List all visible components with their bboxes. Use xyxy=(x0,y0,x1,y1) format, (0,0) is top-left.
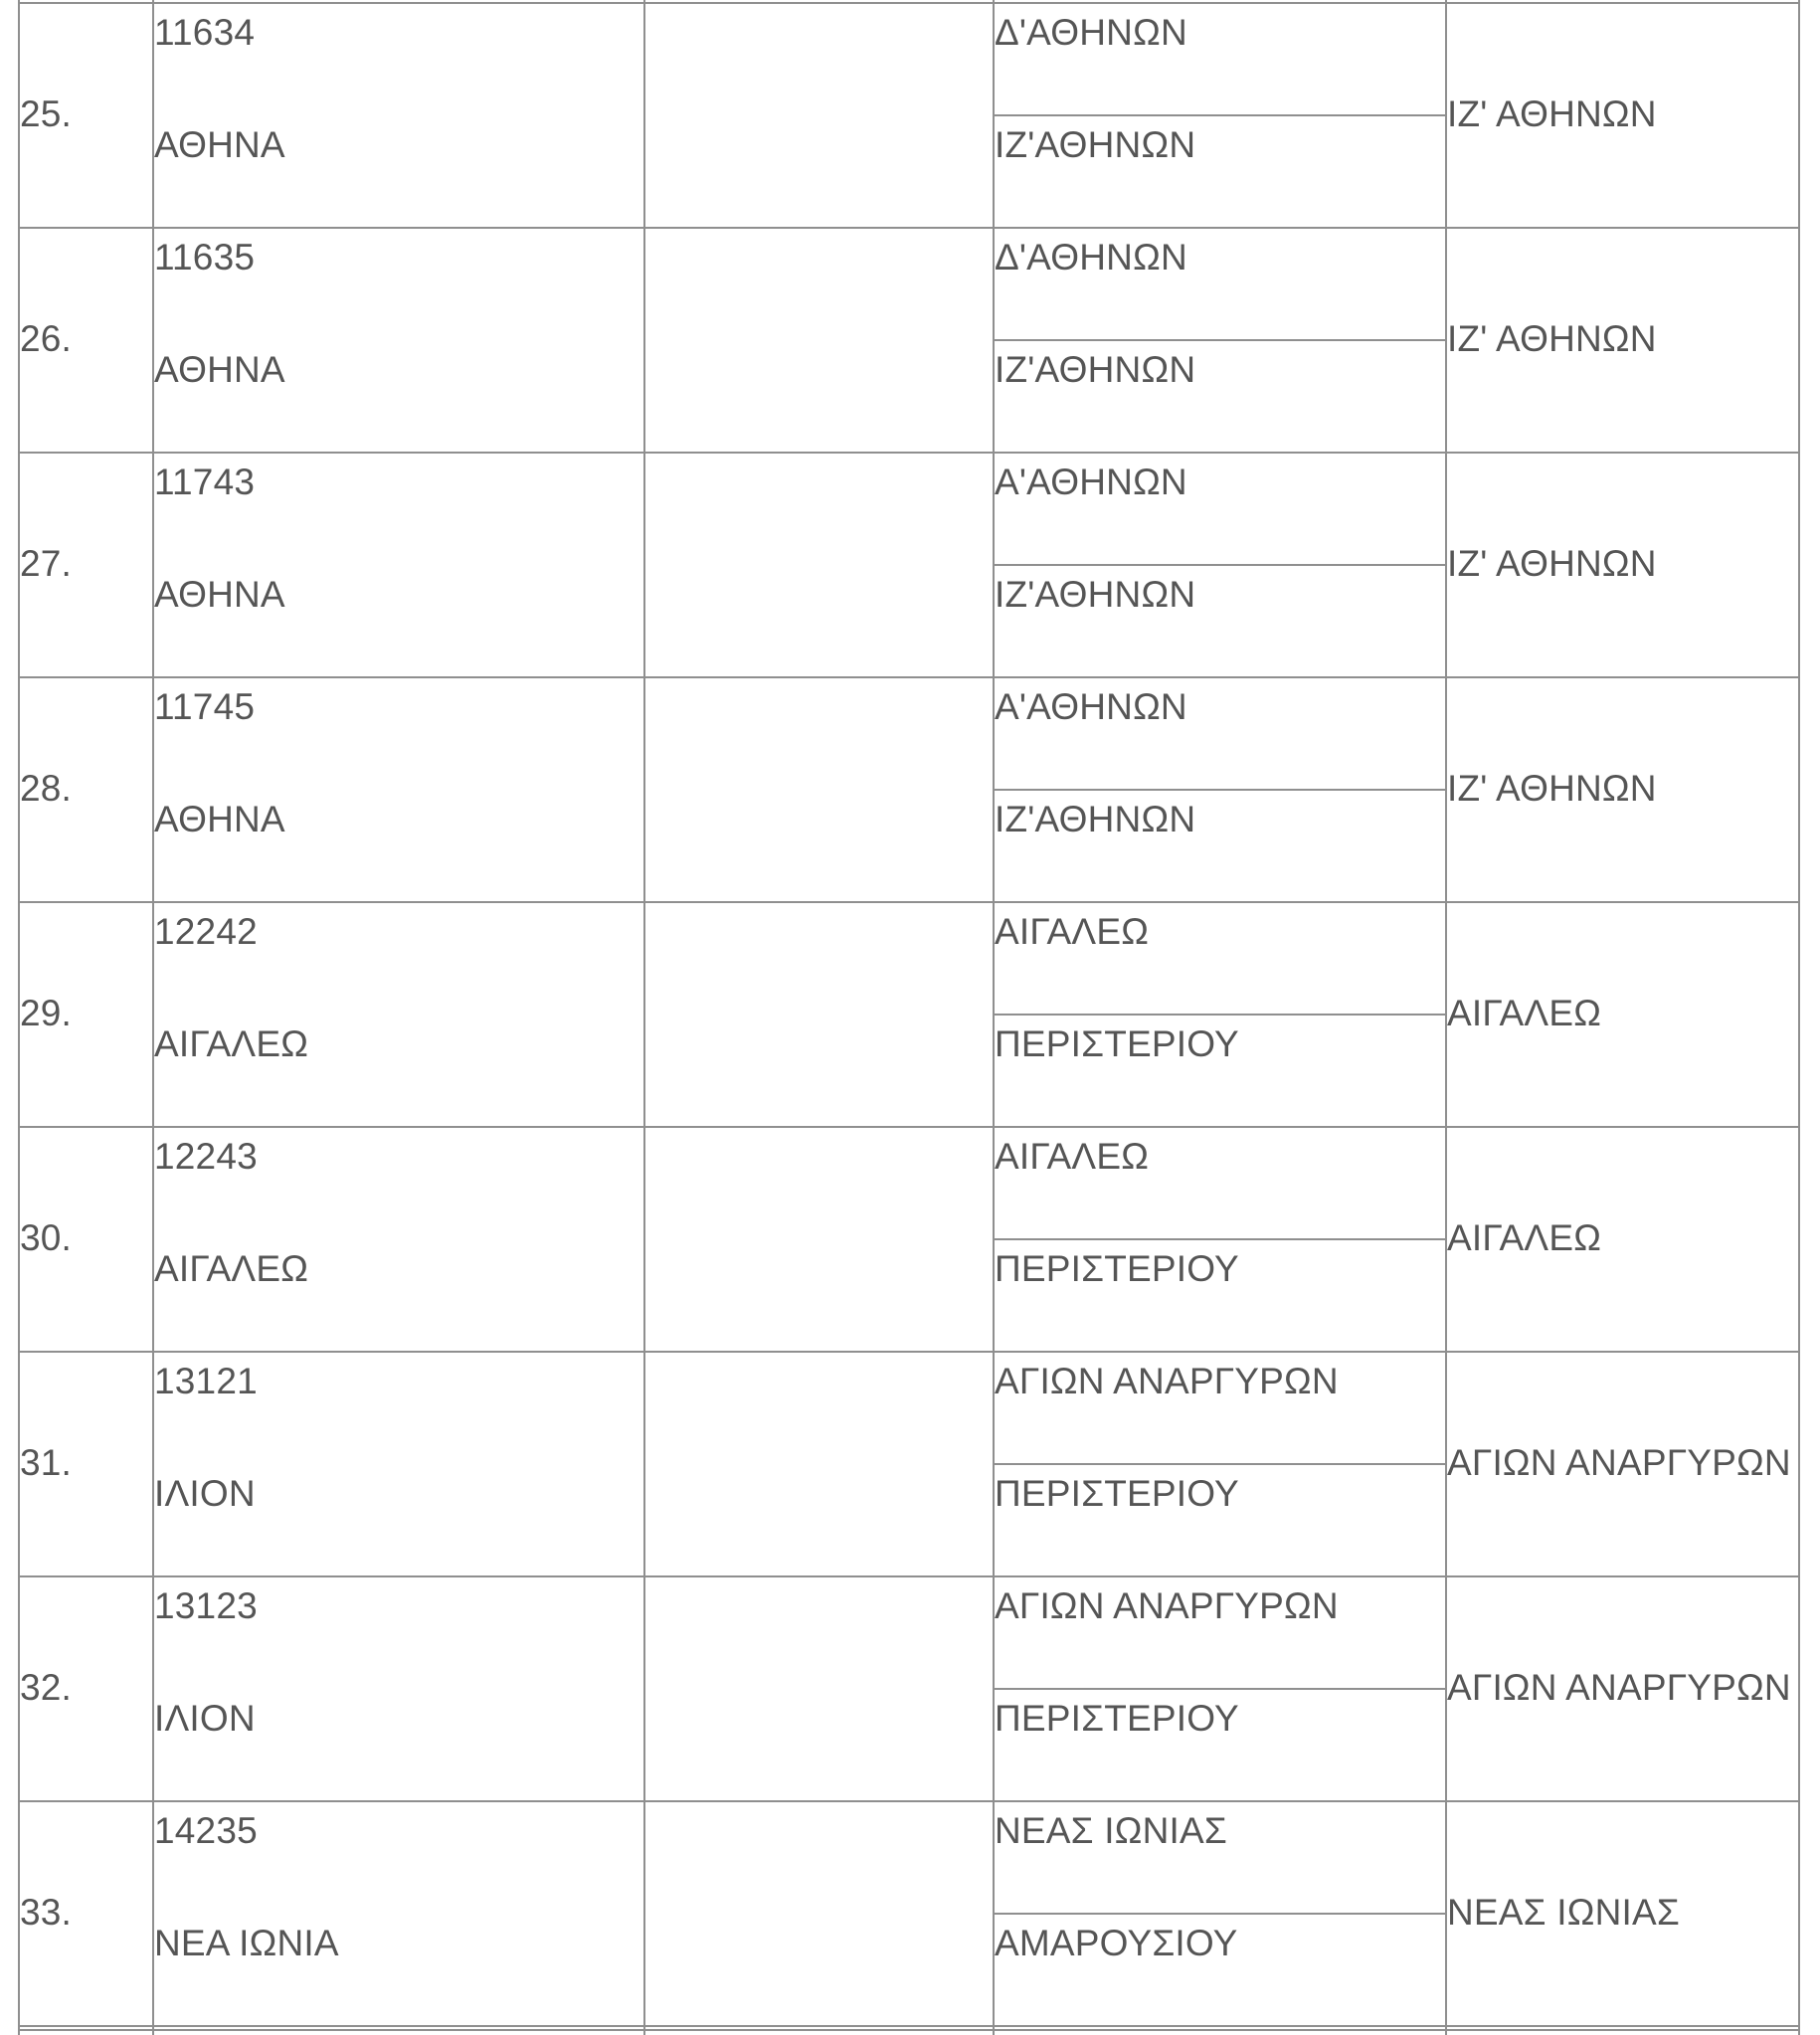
sub-office-divider xyxy=(993,564,1445,566)
postal-code: 12242 xyxy=(154,911,258,952)
sub-office-secondary: ΙΖ'ΑΘΗΝΩΝ xyxy=(995,349,1196,390)
sub-office-secondary: ΠΕΡΙΣΤΕΡΙΟΥ xyxy=(995,1698,1239,1739)
city-name: ΑΙΓΑΛΕΩ xyxy=(154,1248,309,1289)
city-name: ΑΘΗΝΑ xyxy=(154,799,285,839)
row-border xyxy=(18,2,1800,4)
row-number: 32. xyxy=(20,1667,73,1708)
sub-office-primary: Α'ΑΘΗΝΩΝ xyxy=(995,686,1187,727)
row-border xyxy=(18,1800,1800,1802)
competent-office: ΙΖ' ΑΘΗΝΩΝ xyxy=(1447,543,1657,584)
row-border xyxy=(18,1575,1800,1577)
competent-office: ΙΖ' ΑΘΗΝΩΝ xyxy=(1447,93,1657,134)
row-border xyxy=(18,2025,1800,2027)
sub-office-divider xyxy=(993,1463,1445,1465)
competent-office: ΝΕΑΣ ΙΩΝΙΑΣ xyxy=(1447,1892,1680,1933)
competent-office: ΙΖ' ΑΘΗΝΩΝ xyxy=(1447,768,1657,809)
city-name: ΑΘΗΝΑ xyxy=(154,349,285,390)
sub-office-primary: ΑΓΙΩΝ ΑΝΑΡΓΥΡΩΝ xyxy=(995,1585,1339,1626)
competent-office: ΙΖ' ΑΘΗΝΩΝ xyxy=(1447,318,1657,359)
postal-code: 13123 xyxy=(154,1585,258,1626)
row-number: 27. xyxy=(20,543,73,584)
competent-office: ΑΙΓΑΛΕΩ xyxy=(1447,993,1602,1033)
sub-office-divider xyxy=(993,1014,1445,1016)
city-name: ΑΘΗΝΑ xyxy=(154,574,285,615)
row-number: 31. xyxy=(20,1442,73,1483)
competent-office: ΑΙΓΑΛΕΩ xyxy=(1447,1217,1602,1258)
sub-office-secondary: ΑΜΑΡΟΥΣΙΟΥ xyxy=(995,1923,1238,1963)
sub-office-divider xyxy=(993,114,1445,116)
city-name: ΝΕΑ ΙΩΝΙΑ xyxy=(154,1923,339,1963)
sub-office-secondary: ΙΖ'ΑΘΗΝΩΝ xyxy=(995,799,1196,839)
sub-office-secondary: ΠΕΡΙΣΤΕΡΙΟΥ xyxy=(995,1023,1239,1064)
postal-code: 13121 xyxy=(154,1361,258,1401)
sub-office-primary: ΑΓΙΩΝ ΑΝΑΡΓΥΡΩΝ xyxy=(995,1361,1339,1401)
sub-office-primary: Δ'ΑΘΗΝΩΝ xyxy=(995,12,1187,53)
row-border xyxy=(18,1126,1800,1128)
row-border xyxy=(18,452,1800,454)
row-border xyxy=(18,2029,1800,2031)
row-number: 33. xyxy=(20,1892,73,1933)
postal-code: 11745 xyxy=(154,686,256,727)
row-number: 25. xyxy=(20,93,73,134)
sub-office-secondary: ΙΖ'ΑΘΗΝΩΝ xyxy=(995,124,1196,165)
row-border xyxy=(18,227,1800,229)
row-border xyxy=(18,901,1800,903)
sub-office-divider xyxy=(993,339,1445,341)
postal-code: 12243 xyxy=(154,1136,258,1177)
sub-office-divider xyxy=(993,1688,1445,1690)
city-name: ΑΙΓΑΛΕΩ xyxy=(154,1023,309,1064)
sub-office-primary: Δ'ΑΘΗΝΩΝ xyxy=(995,237,1187,278)
postal-code: 11635 xyxy=(154,237,256,278)
row-border xyxy=(18,1351,1800,1353)
postal-code: 11743 xyxy=(154,462,256,502)
row-number: 30. xyxy=(20,1217,73,1258)
competent-office: ΑΓΙΩΝ ΑΝΑΡΓΥΡΩΝ xyxy=(1447,1667,1791,1708)
column-border-2 xyxy=(643,0,645,2035)
row-number: 28. xyxy=(20,768,73,809)
sub-office-primary: ΝΕΑΣ ΙΩΝΙΑΣ xyxy=(995,1810,1227,1851)
sub-office-divider xyxy=(993,789,1445,791)
sub-office-secondary: ΙΖ'ΑΘΗΝΩΝ xyxy=(995,574,1196,615)
row-number: 29. xyxy=(20,993,73,1033)
column-border-5 xyxy=(1798,0,1800,2035)
competent-office: ΑΓΙΩΝ ΑΝΑΡΓΥΡΩΝ xyxy=(1447,1442,1791,1483)
sub-office-secondary: ΠΕΡΙΣΤΕΡΙΟΥ xyxy=(995,1473,1239,1514)
sub-office-secondary: ΠΕΡΙΣΤΕΡΙΟΥ xyxy=(995,1248,1239,1289)
city-name: ΙΛΙΟΝ xyxy=(154,1698,256,1739)
city-name: ΙΛΙΟΝ xyxy=(154,1473,256,1514)
sub-office-primary: ΑΙΓΑΛΕΩ xyxy=(995,1136,1150,1177)
sub-office-divider xyxy=(993,1913,1445,1915)
postal-code: 14235 xyxy=(154,1810,258,1851)
city-name: ΑΘΗΝΑ xyxy=(154,124,285,165)
sub-office-divider xyxy=(993,1238,1445,1240)
row-border xyxy=(18,676,1800,678)
row-number: 26. xyxy=(20,318,73,359)
sub-office-primary: Α'ΑΘΗΝΩΝ xyxy=(995,462,1187,502)
sub-office-primary: ΑΙΓΑΛΕΩ xyxy=(995,911,1150,952)
postal-code: 11634 xyxy=(154,12,256,53)
